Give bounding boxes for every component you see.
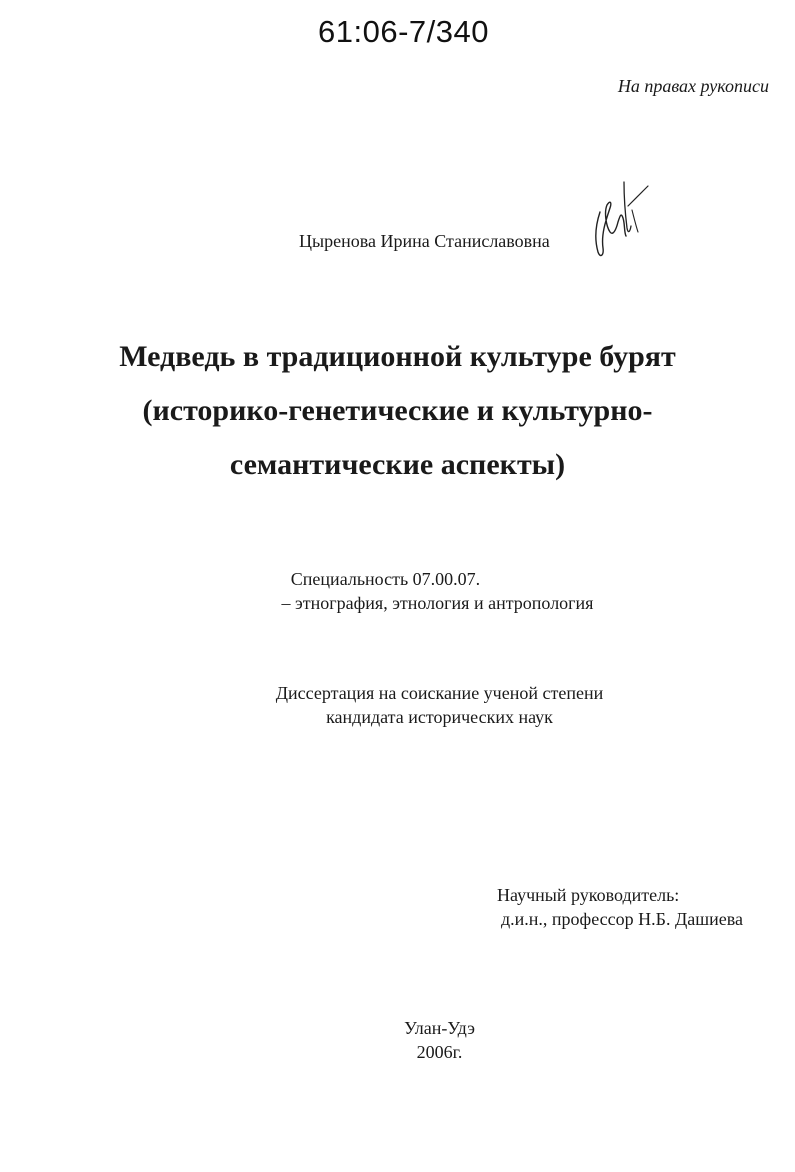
year: 2006г. <box>416 1042 463 1062</box>
manuscript-rights-note: На правах рукописи <box>617 76 769 96</box>
specialty-code: Специальность 07.00.07. <box>290 569 481 589</box>
title-line-1: Медведь в традиционной культуре бурят <box>119 340 676 373</box>
supervisor-block <box>497 883 743 931</box>
title-line-3: семантические аспекты) <box>229 448 566 481</box>
supervisor-name: д.и.н., профессор Н.Б. Дашиева <box>501 909 743 929</box>
specialty-field: – этнография, этнология и антропология <box>281 593 594 613</box>
dissertation-title <box>0 330 795 492</box>
library-stamp-code: 61:06-7/340 <box>318 14 489 49</box>
title-line-2: (историко-генетические и культурно- <box>142 394 653 427</box>
author-name: Цыренова Ирина Станиславовна <box>299 231 550 251</box>
place-and-year <box>0 1016 795 1064</box>
degree-block <box>0 681 795 729</box>
specialty-block <box>0 567 795 615</box>
city-name: Улан-Удэ <box>404 1018 475 1038</box>
degree-line-1: Диссертация на соискание ученой степени <box>275 683 604 703</box>
supervisor-label: Научный руководитель: <box>497 885 680 905</box>
signature-icon <box>588 172 654 262</box>
degree-line-2: кандидата исторических наук <box>326 707 553 727</box>
